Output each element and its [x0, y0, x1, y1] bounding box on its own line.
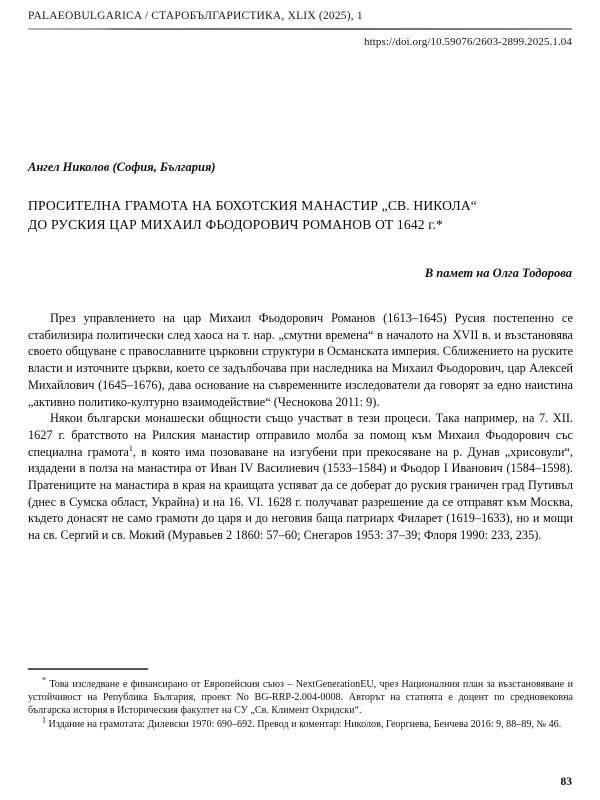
footnote-star-marker: * [42, 675, 46, 685]
page-title [28, 196, 580, 234]
footnote-one-text: Издание на грамотата: Дилевски 1970: 690–692. Превод и коментар: Николов, Георгиева, Бенчева 2016: 9, 88–89, № 46. [48, 718, 562, 730]
article-title-line-1: ПРОСИТЕЛНА ГРАМОТА НА БОХОТСКИЯ МАНАСТИР „СВ. НИКОЛА“ [28, 198, 477, 213]
article-author: Ангел Николов (София, България) [28, 160, 216, 174]
body-paragraph-2-part-a: Някои български монашески общности също участват в тези процеси. Така например, на 7. XII. 1627 г. братството на Рилския манастир отправило молба за помощ към Михаил Фьодорович със специална грамота [28, 411, 573, 459]
footnote-star-text: Това изследване е финансирано от Европейския съюз – NextGenerationEU, чрез Националния план за възстановяване и устойчивост на Република България, проект No BG-RRP-2.004-0008. Авторът на статията е доцент по средновековна българска история в Историческия факултет на СУ „Св. Климент Охридски“. [28, 679, 573, 717]
footnote-one-marker: 1 [42, 715, 46, 725]
page-number: 83 [560, 776, 572, 788]
footnote-block [28, 675, 573, 731]
article-dedication: В памет на Олга Тодорова [424, 266, 572, 280]
footnote-star [28, 675, 573, 718]
body-paragraph-1: През управлението на цар Михаил Фьодорович Романов (1613–1645) Русия постепенно се стабилизира политически след хаоса на т. нар. „смутни времена“ в началото на XVII в. и възстановява своето общуване с православните църковни структури в Османската империя. Сближението на руските власти и източните църкви, което се задълбочава при наследника на Михаил Фьодорович, цар Алексей Михайлович (1645–1676), дава основание на съвременните изследователи да говорят за едно наистина „активно политико-културно взаимодействие“ (Чеснокова 2011: 9). [28, 311, 573, 409]
header-rule [28, 28, 572, 30]
body-paragraph-2 [28, 410, 573, 544]
footnote-ref-1[interactable]: 1 [128, 443, 133, 453]
journal-running-head: PALAEOBULGARICA / СТАРОБЪЛГАРИСТИКА, XLIX (2025), 1 [28, 10, 363, 22]
footnote-separator-rule [28, 668, 148, 670]
body-paragraph-2-part-b: , в която има позоваване на изгубени при прекосяване на р. Дунав „хрисовули“, издадени в полза на манастира от Иван IV Василиевич (1533–1584) и Фьодор I Иванович (1584–1598). Пратениците на манастира в края на краищата успяват да се доберат до руския граничен град Путивъл (днес в Сумска област, Украйна) и на 16. VI. 1628 г. получават разрешение да се отправят към Москва, където донасят не само грамоти до царя и до неговия баща патриарх Филарет (1619–1633), но и мощи на св. Сергий и св. Мокий (Муравьев 2 1860: 57–60; Снегаров 1953: 37–39; Флоря 1990: 233, 235). [28, 444, 573, 543]
footnote-one [28, 715, 573, 731]
article-body [28, 310, 573, 544]
doi-link[interactable]: https://doi.org/10.59076/2603-2899.2025.1.04 [363, 36, 572, 48]
article-title-line-2: ДО РУСКИЯ ЦАР МИХАИЛ ФЬОДОРОВИЧ РОМАНОВ ОТ 1642 г.* [28, 217, 443, 232]
